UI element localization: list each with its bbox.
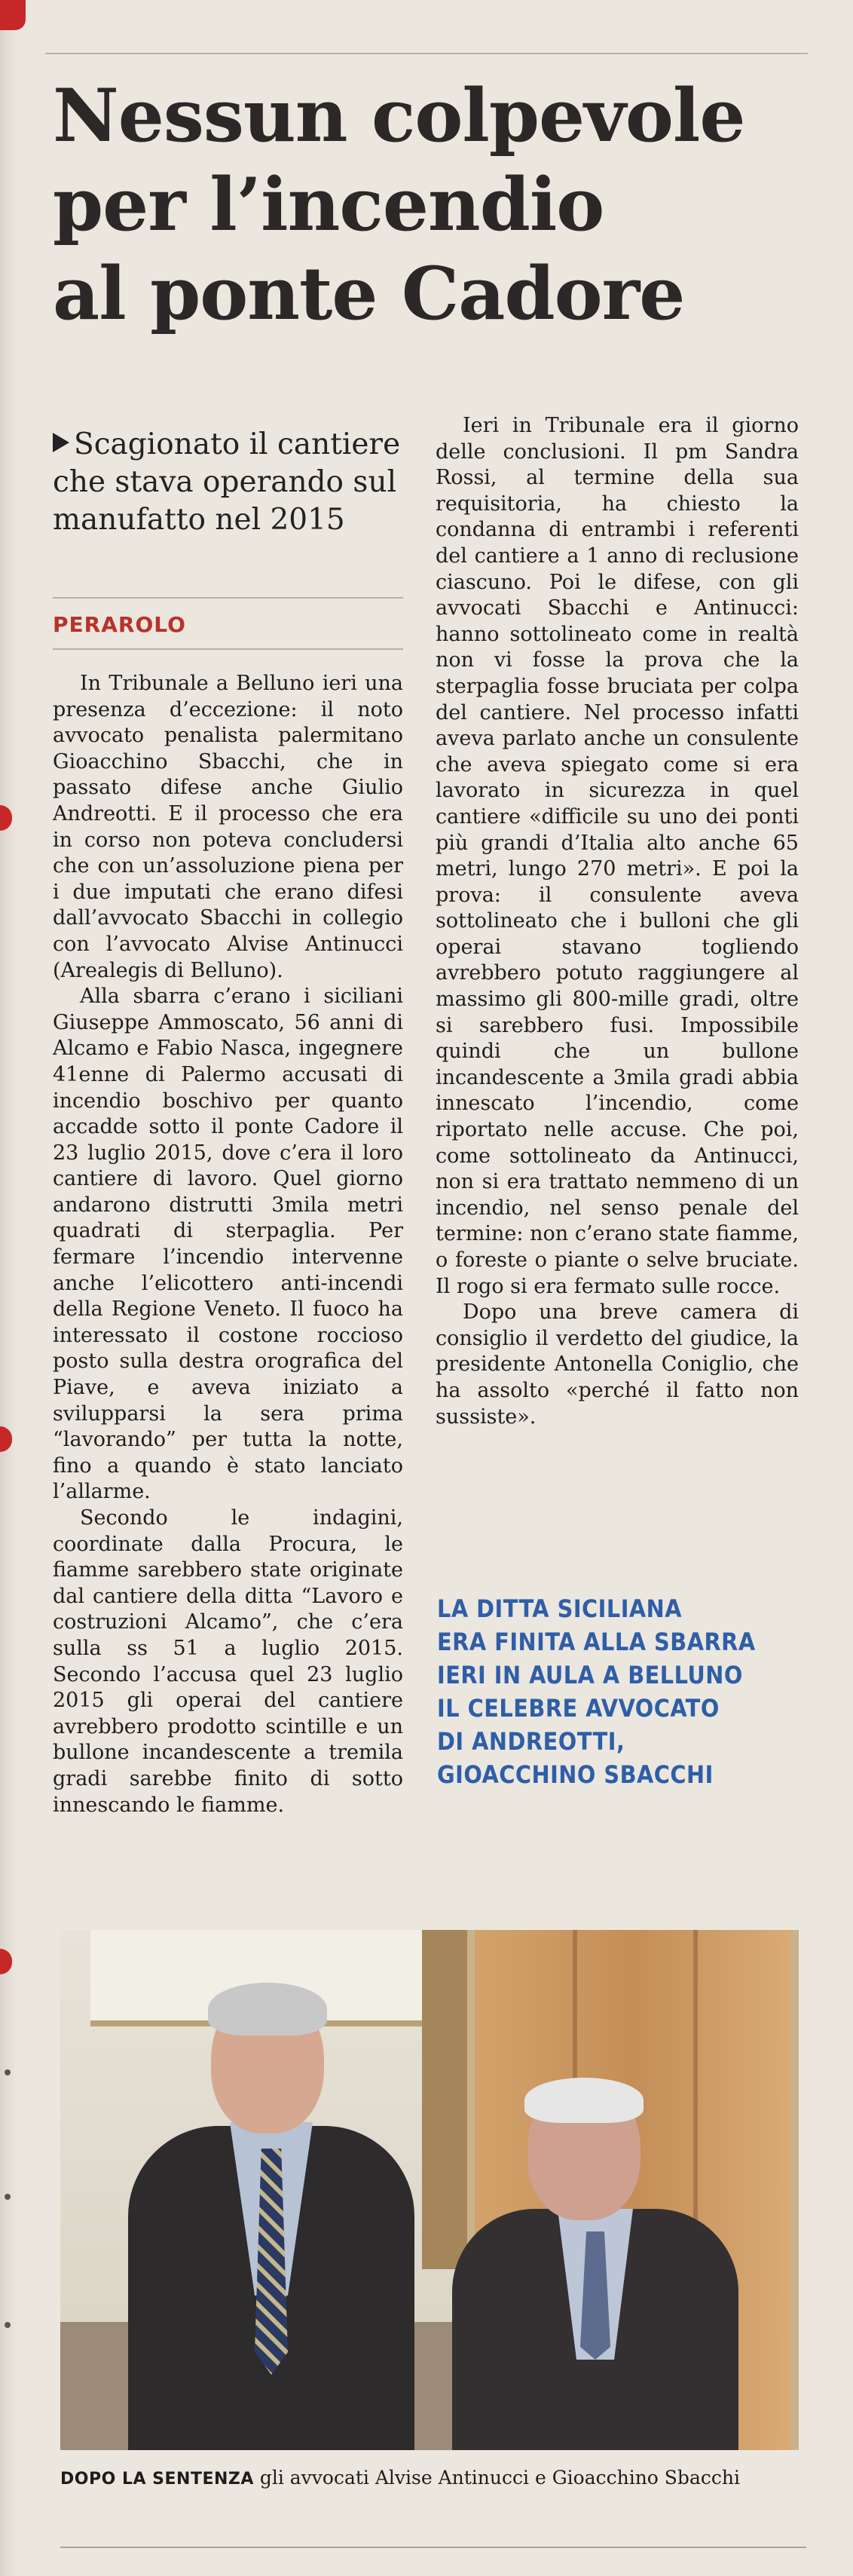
headline-line: per l’incendio [53,162,604,247]
lawyer-left-hair [208,1983,327,2035]
caption-lead: DOPO LA SENTENZA [60,2470,254,2489]
lawyer-right-hair [524,2078,644,2123]
top-rule [45,53,808,54]
pull-quote-line: ERA FINITA ALLA SBARRA [437,1628,756,1656]
photo-caption [60,2465,806,2492]
article-paragraph: Secondo le indagini, coordinate dalla Procura, le fiamme sarebbero state originate dal cantiere della ditta “Lavoro e costruzioni Alcamo”, che c’era sulla ss 51 a luglio 2015. Secondo l’accusa quel 23 luglio 2015 gli operai del cantiere avrebbero prodotto scintille e un bullone incandescente a tremila gradi sarebbe finito di sotto innescando le fiamme. [53,1506,403,1817]
caption-text: gli avvocati Alvise Antinucci e Gioacchino Sbacchi [253,2467,740,2489]
bottom-rule [60,2547,806,2548]
article-photo [60,1930,799,2450]
pull-quote-line: DI ANDREOTTI, [437,1727,625,1756]
article-paragraph: Alla sbarra c’erano i siciliani Giuseppe Ammoscato, 56 anni di Alcamo e Fabio Nasca, ingegnere 41enne di Palermo accusati di incendio boschivo per quanto accadde sotto il ponte Cadore il 23 luglio 2015, dove c’era il loro cantiere di lavoro. Quel giorno andarono distrutti 3mila metri quadrati di sterpaglia. Per fermare l’incendio intervenne anche l’elicottero anti-incendi della Regione Veneto. Il fuoco ha interessato il costone roccioso posto sulla destra orografica del Piave, e aveva iniziato a svilupparsi la sera prima “lavorando” per tutta la notte, fino a quando è stato lanciato l’allarme. [53,985,403,1504]
pull-quote-line: IERI IN AULA A BELLUNO [437,1661,743,1689]
pull-quote [437,1592,799,1791]
margin-dot [5,2069,11,2075]
section-rule [53,648,403,650]
photo-frame [422,1930,467,2269]
subhead-text: Scagionato il cantiere che stava operando sul manufatto nel 2015 [53,427,401,537]
pull-quote-line: LA DITTA SICILIANA [437,1594,683,1623]
pull-quote-line: GIOACCHINO SBACCHI [437,1760,714,1789]
headline-line: al ponte Cadore [53,251,685,336]
article-paragraph: In Tribunale a Belluno ieri una presenza d’eccezione: il noto avvocato penalista palermitano Gioacchino Sbacchi, che in passato difese anche Giulio Andreotti. E il processo che era in corso non poteva concludersi che con un’assoluzione piena per i due imputati che erano difesi dall’avvocato Sbacchi in collegio con l’avvocato Alvise Antinucci (Arealegis di Belluno). [53,672,403,982]
article-column-left [53,671,403,1818]
triangle-bullet-icon [53,433,69,452]
section-rule [53,597,403,599]
article-headline [53,72,806,338]
pull-quote-line: IL CELEBRE AVVOCATO [437,1694,720,1723]
dateline: PERAROLO [53,612,186,637]
page-left-shadow [0,0,17,2576]
article-column-right [436,413,799,1430]
headline-line: Nessun colpevole [53,73,745,158]
margin-dot [5,2194,11,2200]
margin-dot [5,2322,11,2328]
article-paragraph: Dopo una breve camera di consiglio il verdetto del giudice, la presidente Antonella Coniglio, che ha assolto «perché il fatto non sussiste». [436,1300,799,1429]
article-subhead [53,426,407,539]
article-paragraph: Ieri in Tribunale era il giorno delle conclusioni. Il pm Sandra Rossi, al termine della sua requisitoria, ha chiesto la condanna di entrambi i referenti del cantiere a 1 anno di reclusione ciascuno. Poi le difese, con gli avvocati Sbacchi e Antinucci: hanno sottolineato come in realtà non vi fosse la prova che la sterpaglia fosse bruciata per colpa del cantiere. Nel processo infatti aveva parlato anche un consulente che aveva spiegato come si era lavorato in sicurezza in quel cantiere «difficile su uno dei ponti più grandi d’Italia alto anche 65 metri, lungo 270 metri». E poi la prova: il consulente aveva sottolineato che i bulloni che gli operai stavano togliendo avrebbero potuto raggiungere al massimo gli 800-mille gradi, oltre si sarebbero fusi. Impossibile quindi che un bullone incandescente a 3mila gradi abbia innescato l’incendio, come riportato nelle accuse. Che poi, come sottolineato da Antinucci, non si era trattato nemmeno di un incendio, nel senso penale del termine: non c’erano state fiamme, o foreste o piante o selve bruciate. Il rogo si era fermato sulle rocce. [436,414,799,1298]
red-margin-tab [0,0,26,30]
